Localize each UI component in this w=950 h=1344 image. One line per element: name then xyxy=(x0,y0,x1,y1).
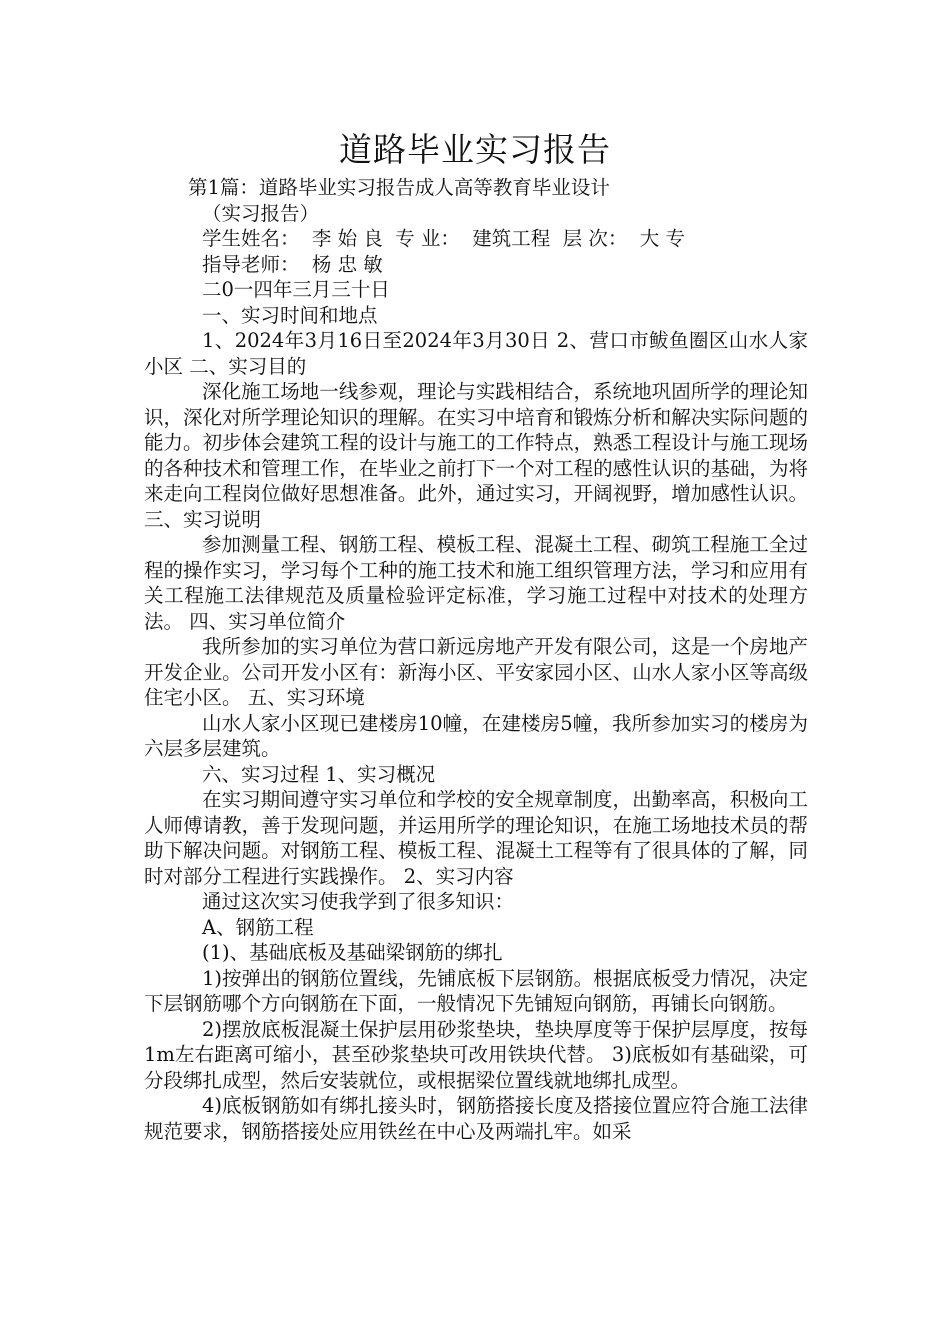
section-heading: 六、实习过程 1、实习概况 xyxy=(202,762,436,786)
paragraph: 深化施工场地一线参观，理论与实践相结合，系统地巩固所学的理论知识，深化对所学理论知识的理解。在实习中培育和锻炼分析和解决实际问题的能力。初步体会建筑工程的设计与施工的工作特点，熟悉工程设计与施工现场的各种技术和管理工作，在毕业之前打下一个对工程的感性认识的基础，为将来走向工程岗位做好思想准备。此外，通过实习，开阔视野，增加感性认识。 三、实习说明 xyxy=(144,380,808,531)
paragraph: 4)底板钢筋如有绑扎接头时，钢筋搭接长度及搭接位置应符合施工法律规范要求，钢筋搭接处应用铁丝在中心及两端扎牢。如采 xyxy=(144,1094,808,1143)
subtitle: 第1篇：道路毕业实习报告成人高等教育毕业设计 xyxy=(188,176,610,199)
paragraph: 2)摆放底板混凝土保护层用砂浆垫块，垫块厚度等于保护层厚度，按每1m左右距离可缩小，甚至砂浆垫块可改用铁块代替。 3)底板如有基础梁，可分段绑扎成型，然后安装就位，或根据梁位置线就地绑扎成型。 xyxy=(144,1017,808,1092)
paragraph: 在实习期间遵守实习单位和学校的安全规章制度，出勤率高，积极向工人师傅请教，善于发现问题，并运用所学的理论知识，在施工场地技术员的帮助下解决问题。对钢筋工程、模板工程、混凝土工程等有了很具体的了解，同时对部分工程进行实践操作。 2、实习内容 xyxy=(144,788,808,888)
paragraph: 1)按弹出的钢筋位置线，先铺底板下层钢筋。根据底板受力情况，决定下层钢筋哪个方向钢筋在下面，一般情况下先铺短向钢筋，再铺长向钢筋。 xyxy=(144,966,808,1015)
paragraph: 1、2024年3月16日至2024年3月30日 2、营口市鲅鱼圈区山水人家小区 二、实习目的 xyxy=(144,329,808,378)
paragraph: 山水人家小区现已建楼房10幢，在建楼房5幢，我所参加实习的楼房为六层多层建筑。 xyxy=(144,711,808,760)
paragraph: 通过这次实习使我学到了很多知识： xyxy=(202,890,515,913)
document-body xyxy=(144,175,808,1144)
section-heading: 一、实习时间和地点 xyxy=(202,303,378,327)
section-heading: (1)、基础底板及基础梁钢筋的绑扎 xyxy=(202,941,503,964)
student-info-line: 学生姓名： 李 始 良 专 业： 建筑工程 层 次： 大 专 xyxy=(202,227,685,250)
section-heading: A、钢筋工程 xyxy=(202,915,314,939)
advisor-line: 指导老师： 杨 忠 敏 xyxy=(202,252,383,276)
date-line: 二0一四年三月三十日 xyxy=(202,278,390,301)
paragraph: 参加测量工程、钢筋工程、模板工程、混凝土工程、砌筑工程施工全过程的操作实习，学习每个工种的施工技术和施工组织管理方法，学习和应用有关工程施工法律规范及质量检验评定标准，学习施工过程中对技术的处理方法。 四、实习单位简介 xyxy=(144,533,808,633)
subtitle-report: （实习报告） xyxy=(202,201,320,225)
document-title: 道路毕业实习报告 xyxy=(339,130,611,169)
paragraph: 我所参加的实习单位为营口新远房地产开发有限公司，这是一个房地产开发企业。公司开发小区有：新海小区、平安家园小区、山水人家小区等高级住宅小区。 五、实习环境 xyxy=(144,635,808,709)
